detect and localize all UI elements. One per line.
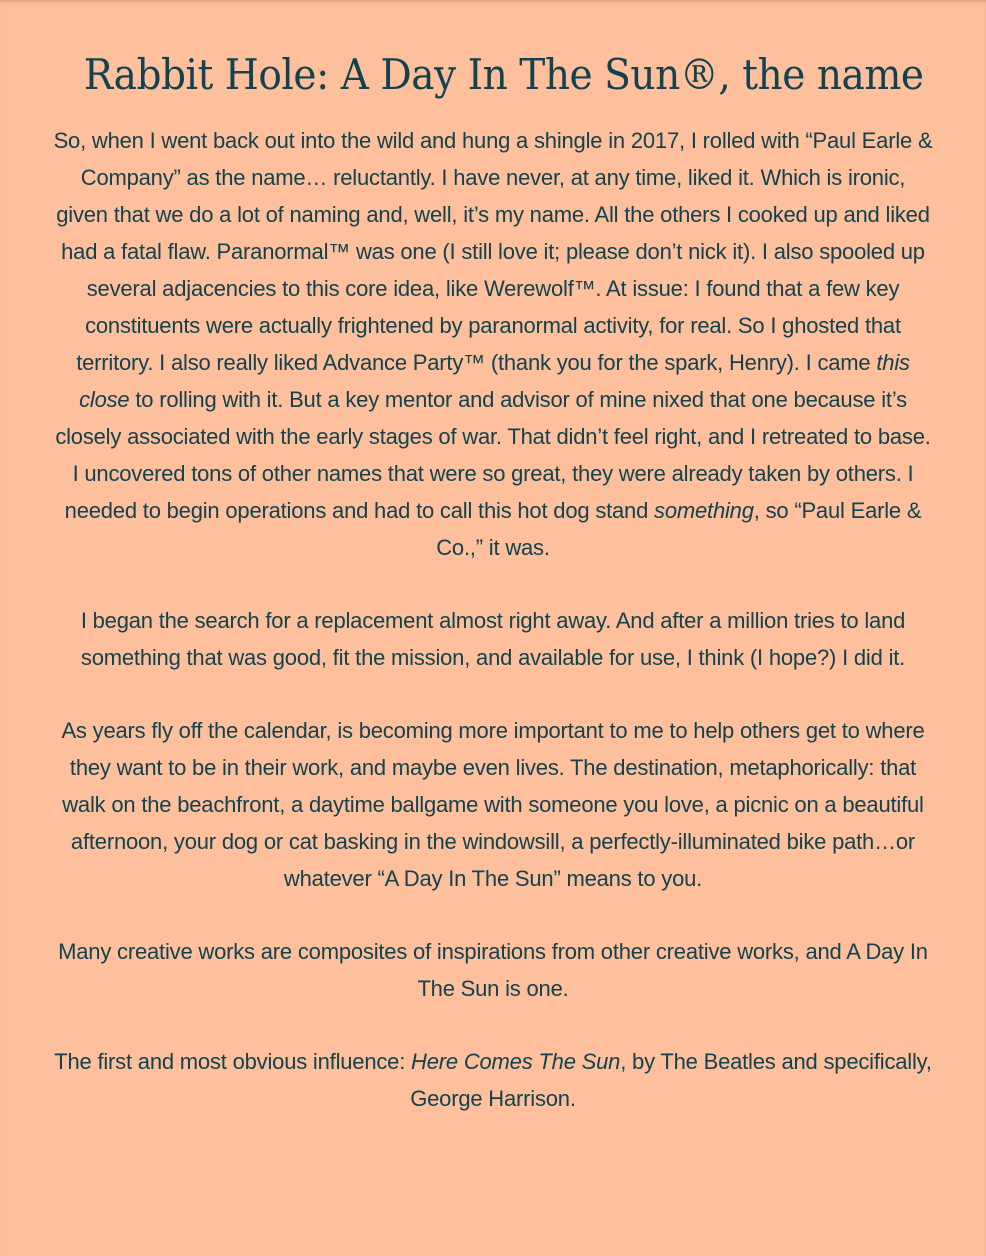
- text: , by The Beatles and specifically, George Harrison.: [410, 1049, 932, 1111]
- text: , so “Paul Earle & Co.,” it was.: [436, 498, 922, 560]
- text: So, when I went back out into the wild and hung a shingle in 2017, I rolled with “Paul Earle & Company” as the name… reluctantly. I have never, at any time, liked it. Which is ironic, given that we do a lot of naming and, well, it’s my name. All the others I cooked up and liked had a fatal flaw. Paranormal™ was one (I still love it; please don’t nick it). I also spooled up several adjacencies to this core idea, like Werewolf™. At issue: I found that a few key constituents were actually frightened by paranormal activity, for real. So I ghosted that territory. I also really liked Advance Party™ (thank you for the spark, Henry). I came: [53, 128, 933, 375]
- paragraph-5: [53, 1043, 933, 1117]
- emphasis-something: something: [654, 498, 754, 523]
- text: to rolling with it. But a key mentor and advisor of mine nixed that one because it’s closely associated with the early stages of war. That didn’t feel right, and I retreated to base. I uncovered tons of other names that were so great, they were already taken by others. I needed to begin operations and had to call this hot dog stand: [55, 387, 931, 523]
- song-title: Here Comes The Sun: [411, 1049, 621, 1074]
- paragraph-4: Many creative works are composites of inspirations from other creative works, and A Day In The Sun is one.: [58, 939, 928, 1001]
- paragraph-3: As years fly off the calendar, is becoming more important to me to help others get to where they want to be in their work, and maybe even lives. The destination, metaphorically: that walk on the beachfront, a daytime ballgame with someone you love, a picnic on a beautiful afternoon, your dog or cat basking in the windowsill, a perfectly-illuminated bike path…or whatever “A Day In The Sun” means to you.: [61, 718, 925, 891]
- paragraph-1: [53, 122, 933, 566]
- emphasis-this-close: this close: [79, 350, 910, 412]
- article-title: Rabbit Hole: A Day In The Sun®, the name: [83, 50, 924, 99]
- text: The first and most obvious influence:: [54, 1049, 412, 1074]
- paragraph-2: I began the search for a replacement almost right away. And after a million tries to land something that was good, fit the mission, and available for use, I think (I hope?) I did it.: [80, 608, 906, 670]
- article: [53, 0, 933, 1117]
